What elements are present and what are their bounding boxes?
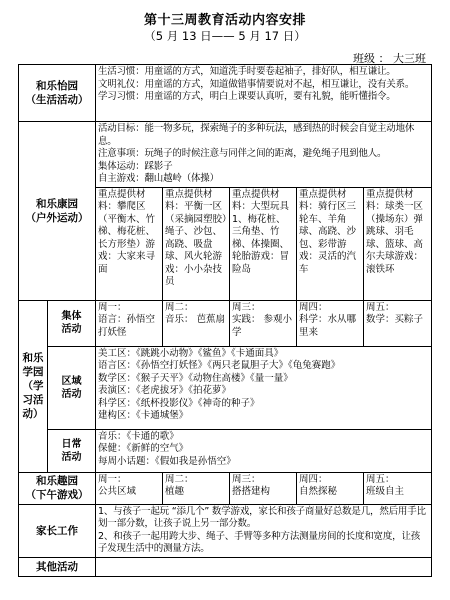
life-row	[19, 65, 432, 122]
life-etiquette-line: 文明礼仪：用童谣的方式，知道做错事情要说对不起，相互谦让，没有关系。	[98, 78, 415, 90]
life-content	[96, 65, 432, 122]
life-habit-line: 生活习惯：用童谣的方式，知道洗手时要卷起袖子，排好队，相互谦让。	[98, 66, 396, 77]
area-math-line: 数学区：《猴子天平》《动物住高楼》《量一量》	[98, 372, 293, 384]
parents-category: 家长工作	[19, 504, 96, 557]
sports-group-line: 集体运动：踩影子	[98, 160, 173, 172]
sports-day-tue: 重点提供材料：平衡一区（采摘园塑胶）绳子、沙包、高跷、吸盘球、风火轮游戏：小小杂技员	[163, 187, 230, 300]
other-category: 其他活动	[19, 557, 96, 576]
play-day-fri: 周五： 班级自主	[364, 472, 432, 504]
daily-activity-content	[96, 429, 432, 472]
area-science-line: 科学区：《纸杯投影仪》《神奇的种子》	[98, 397, 260, 409]
daily-topic-line: 每周小话题：《假如我是孙悟空》	[98, 455, 236, 467]
parents-line-1: 1、与孩子一起玩 “添几个” 数学游戏，家长和孩子商量好总数是几，然后用手比划一部分数，让孩子说上另一部分数。	[98, 505, 426, 529]
area-activity-content	[96, 346, 432, 429]
group-day-tue: 周二： 音乐： 芭蕉扇	[163, 300, 230, 346]
sports-day-wed: 重点提供材料：大型玩具1、梅花桩、三角垫、竹梯、体操圈、轮胎游戏：冒险岛	[230, 187, 297, 300]
life-study-line: 学习习惯：用童谣的方式，明白上课要认真听，要有礼貌，能听懂指令。	[98, 91, 396, 102]
other-row	[19, 557, 432, 576]
sports-day-fri: 重点提供材料：球类一区（操场东）弹跳球、羽毛球、篮球、高尔夫球游戏：滚铁环	[364, 187, 432, 300]
play-row	[19, 472, 432, 504]
page-title: 第十三周教育活动内容安排	[143, 13, 306, 28]
parents-row	[19, 504, 432, 557]
study-category: 和乐 学园 （学 习活 动）	[19, 300, 48, 472]
sports-goal-line: 活动目标：能一物多玩，探索绳子的多种玩法，感到热的时候会自觉主动地休息。	[98, 123, 415, 147]
date-range: （5 月 13 日—— 5 月 17 日）	[144, 29, 306, 43]
play-category: 和乐趣园 （下午游戏）	[19, 472, 96, 504]
daily-music-line: 音乐：《卡通的歌》	[98, 430, 179, 442]
sports-category: 和乐康园 （户外运动）	[19, 122, 96, 301]
sports-note-line: 注意事项：玩绳子的时候注意与同伴之间的距离，避免绳子甩到他人。	[98, 148, 387, 159]
schedule-table	[18, 64, 432, 577]
parents-content	[96, 504, 432, 557]
sports-day-thu: 重点提供材料：骑行区三轮车、羊角球、高跷、沙包、彩带游戏：灵活的汽车	[297, 187, 364, 300]
area-art-line: 美工区：《跳跳小动物》《鲨鱼》《卡通面具》	[98, 347, 284, 359]
area-language-line: 语言区：《孙悟空打妖怪》《两只老鼠胆子大》《龟兔赛跑》	[98, 360, 341, 371]
area-construction-line: 建构区：《卡通城堡》	[98, 410, 189, 421]
sports-goal-row	[19, 122, 432, 188]
sports-free-line: 自主游戏：翻山越岭（体操）	[98, 173, 219, 184]
area-activity-label: 区域 活动	[48, 346, 96, 429]
daily-activity-label: 日常 活动	[48, 429, 96, 472]
parents-line-2: 2、和孩子一起用跨大步、绳子、手臂等多种方法测量房间的长度和宽度，让孩子发现生活中的测量方法。	[98, 530, 421, 554]
study-area-row	[19, 346, 432, 429]
sports-day-mon: 重点提供材料：攀爬区（平衡木、竹梯、梅花桩、长方形垫）游戏：大家来寻面	[96, 187, 163, 300]
play-day-tue: 周二： 植趣	[163, 472, 230, 504]
other-content	[96, 557, 432, 576]
group-activity-label: 集体 活动	[48, 300, 96, 346]
group-day-fri: 周五： 数学：买粽子	[364, 300, 432, 346]
study-group-row	[19, 300, 432, 346]
study-daily-row	[19, 429, 432, 472]
group-day-thu: 周四： 科学：水从哪里来	[297, 300, 364, 346]
life-category: 和乐怡园 （生活活动）	[19, 65, 96, 122]
play-day-wed: 周三： 搭搭建构	[230, 472, 297, 504]
group-day-wed: 周三： 实践： 参观小学	[230, 300, 297, 346]
sports-content	[96, 122, 432, 188]
daily-health-line: 保健：《新鲜的空气》	[98, 443, 189, 454]
play-day-thu: 周四： 自然探秘	[297, 472, 364, 504]
class-label: 班级 ： 大三班	[353, 52, 426, 65]
area-performance-line: 表演区：《老虎拔牙》《拍花萝》	[98, 385, 232, 396]
play-day-mon: 周一： 公共区域	[96, 472, 163, 504]
group-day-mon: 周一： 语言：孙悟空打妖怪	[96, 300, 163, 346]
